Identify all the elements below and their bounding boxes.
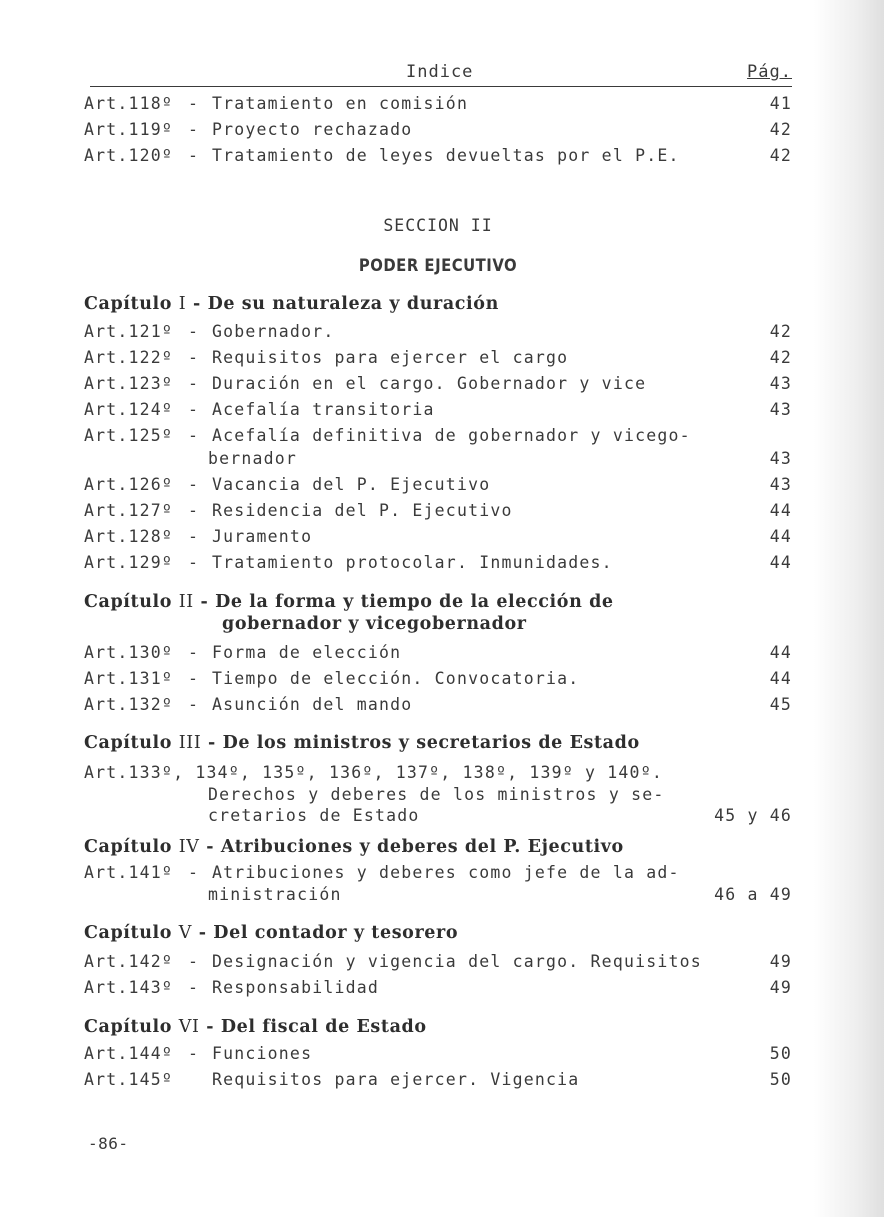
page-ref: 44 — [769, 643, 792, 662]
page-column-label: Pág. — [747, 62, 792, 82]
page-ref: 42 — [769, 322, 792, 341]
page-ref: 49 — [769, 978, 792, 997]
page-ref: 49 — [769, 952, 792, 971]
page-ref: 44 — [769, 669, 792, 688]
chapter-heading-continuation: gobernador y vicegobernador — [222, 614, 527, 634]
page-ref: 50 — [769, 1070, 792, 1089]
page-ref: 45 y 46 — [714, 806, 792, 825]
page-ref: 42 — [769, 120, 792, 139]
page-ref: 50 — [769, 1044, 792, 1063]
page-ref: 43 — [769, 374, 792, 393]
section-label: SECCION II — [383, 216, 493, 235]
page-ref: 43 — [769, 400, 792, 419]
chapter-heading: Capítulo II - De la forma y tiempo de la elección de — [84, 592, 614, 612]
page-ref: 41 — [769, 94, 792, 113]
page-ref: 44 — [769, 553, 792, 572]
page-ref: 46 a 49 — [714, 885, 792, 904]
header-rule — [90, 86, 792, 87]
chapter-heading: Capítulo V - Del contador y tesorero — [84, 923, 459, 943]
chapter-heading: Capítulo IV - Atribuciones y deberes del P. Ejecutivo — [84, 837, 624, 857]
section-title: PODER EJECUTIVO — [358, 256, 518, 275]
index-title: Indice — [406, 62, 474, 82]
page-number: -86- — [88, 1134, 129, 1153]
page-ref: 42 — [769, 348, 792, 367]
page-ref: 43 — [769, 449, 792, 468]
page-ref: 45 — [769, 695, 792, 714]
index-header — [84, 62, 792, 86]
scan-edge-shadow — [814, 0, 884, 1217]
page-ref: 44 — [769, 501, 792, 520]
chapter-heading: Capítulo VI - Del fiscal de Estado — [84, 1017, 427, 1037]
page-ref: 42 — [769, 146, 792, 165]
chapter-heading: Capítulo III - De los ministros y secretarios de Estado — [84, 733, 640, 753]
page-ref: 44 — [769, 527, 792, 546]
chapter-heading: Capítulo I - De su naturaleza y duración — [84, 294, 499, 314]
page-ref: 43 — [769, 475, 792, 494]
